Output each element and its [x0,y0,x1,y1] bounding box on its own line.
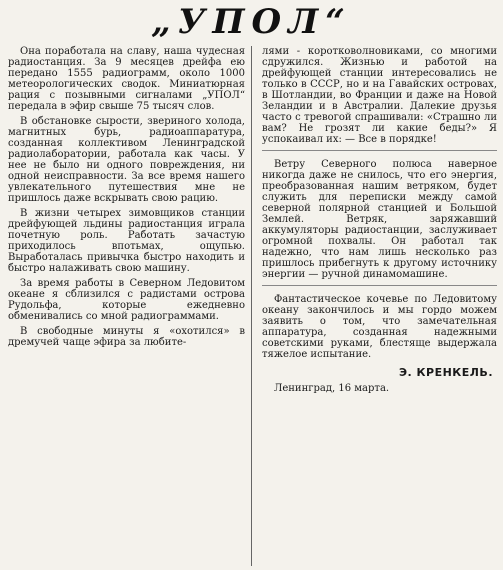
article-paragraph: Фантастическое кочевье по Ледовитому океану закончилось и мы гордо можем заявить о том, что замечательная аппаратура, созданная надежными советскими руками, блестяще выдержала тяжелое испытание. [262,294,497,360]
column-divider [251,46,252,566]
article-paragraph: В свободные минуты я «охотился» в дремучей чаще эфира за любите- [8,326,245,348]
article-paragraph-continued: лями - коротковолновиками, со многими сдружился. Жизнью и работой на дрейфующей станции интересовались не только в СССР, но и на Гавайских островах, в Шотландии, во Франции и даже на Новой Зеландии и в Австралии. Далекие друзья часто с тревогой спрашивали: «Страшно ли вам? Не грозят ли какие беды?» Я успокаивал их: — Все в порядке! [262,46,497,145]
paragraph-separator [262,150,497,151]
article-paragraph: В жизни четырех зимовщиков станции дрейфующей льдины радиостанция играла почетную роль. Работать зачастую приходилось впотьмах, ощупью. Выработалась привычка быстро находить и быстро налаживать свою машину. [8,208,245,274]
dateline: Ленинград, 16 марта. [274,383,390,394]
article-paragraph: За время работы в Северном Ледовитом океане я сблизился с радистами острова Рудольфа, которые ежедневно обменивались со мной радиограммами. [8,278,245,322]
article-paragraph: Она поработала на славу, наша чудесная радиостанция. За 9 месяцев дрейфа ею передано 1555 радиограмм, около 1000 метеорологических сводок. Миниатюрная рация с позывными сигналами „УПОЛ“ передала в эфир свыше 75 тысяч слов. [8,46,245,112]
right-column [262,46,497,395]
article-paragraph: Ветру Северного полюса наверное никогда даже не снилось, что его энергия, преобразованная нашим ветряком, будет служить для переписки между самой северной полярной станцией и Большой Землей. Ветряк, заряжавший аккумуляторы радиостанции, заслуживает огромной похвалы. Он работал так надежно, что нам лишь несколько раз пришлось прибегнуть к другому источнику энергии — ручной динамомашине. [262,159,497,280]
left-column [8,46,245,352]
paragraph-separator [262,285,497,286]
article-title: „УПОЛ“ [151,2,352,42]
article-paragraph: В обстановке сырости, звериного холода, магнитных бурь, радиоаппаратура, созданная коллективом Ленинградской радиолаборатории, работала как часы. У нее не было ни одного повреждения, ни одной неисправности. За все время нашего увлекательного путешествия мне не пришлось даже вскрывать свою рацию. [8,116,245,204]
author-signature: Э. КРЕНКЕЛЬ. [398,366,493,379]
